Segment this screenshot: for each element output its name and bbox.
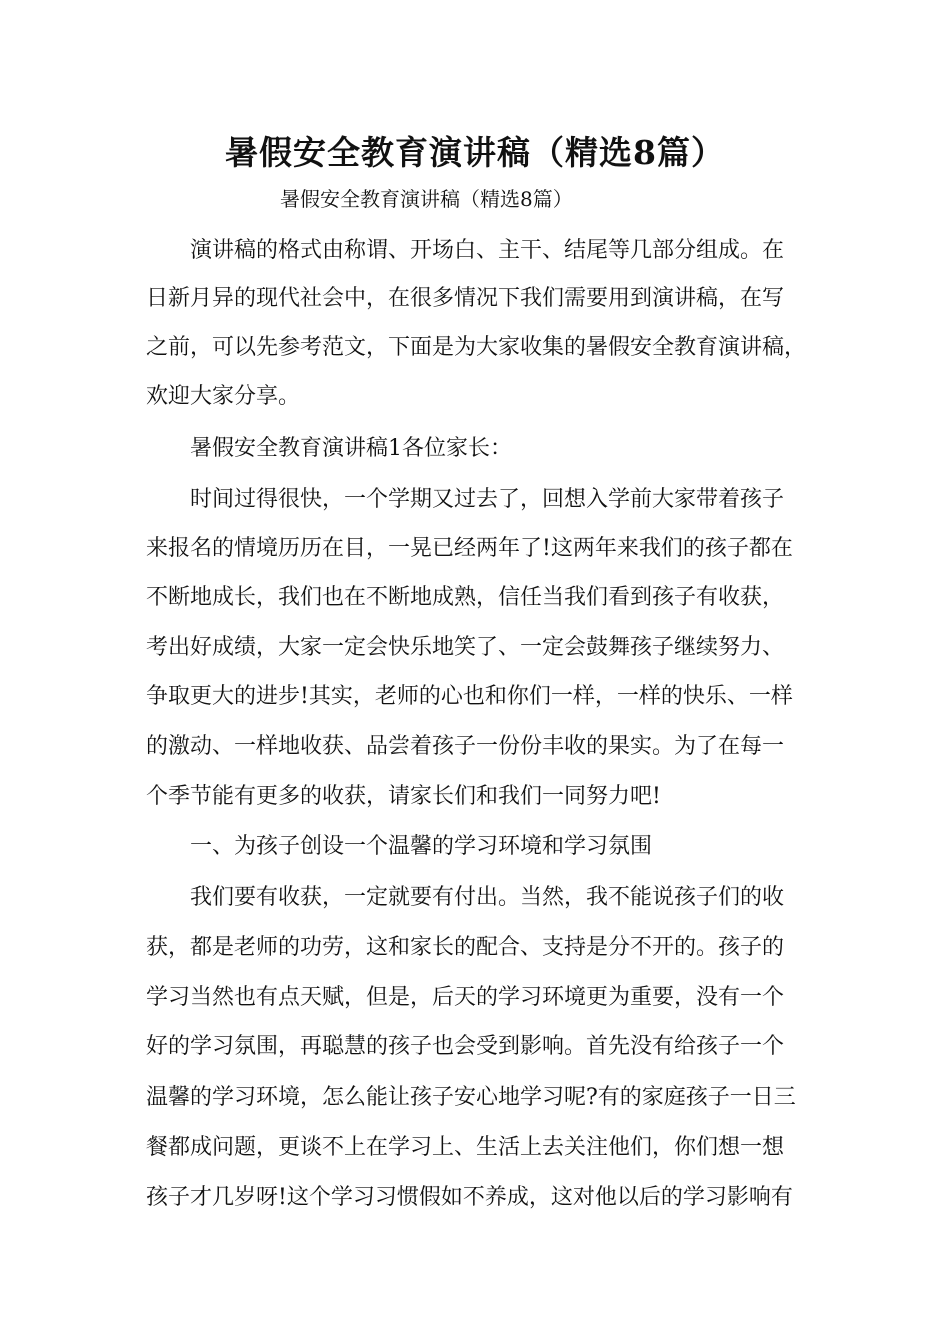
text-line: 时间过得很快，一个学期又过去了，回想入学前大家带着孩子	[190, 487, 785, 512]
text-line: 学习当然也有点天赋，但是，后天的学习环境更为重要，没有一个	[146, 985, 785, 1010]
text-line: 餐都成问题，更谈不上在学习上、生活上去关注他们，你们想一想	[146, 1135, 785, 1160]
text-line: 暑假安全教育演讲稿1各位家长：	[190, 436, 512, 461]
text-line: 不断地成长，我们也在不断地成熟，信任当我们看到孩子有收获，	[146, 585, 785, 610]
text-line: 孩子才几岁呀!这个学习习惯假如不养成，这对他以后的学习影响有	[146, 1185, 793, 1210]
text-line: 获，都是老师的功劳，这和家长的配合、支持是分不开的。孩子的	[146, 935, 785, 960]
text-line: 一、为孩子创设一个温馨的学习环境和学习氛围	[190, 834, 653, 859]
text-line: 好的学习氛围，再聪慧的孩子也会受到影响。首先没有给孩子一个	[146, 1034, 785, 1059]
text-line: 欢迎大家分享。	[146, 384, 301, 409]
text-line: 演讲稿的格式由称谓、开场白、主干、结尾等几部分组成。在	[190, 238, 785, 263]
text-line: 来报名的情境历历在目，一晃已经两年了!这两年来我们的孩子都在	[146, 536, 793, 561]
text-line: 个季节能有更多的收获，请家长们和我们一同努力吧!	[146, 784, 661, 809]
text-line: 的激动、一样地收获、品尝着孩子一份份丰收的果实。为了在每一	[146, 734, 785, 759]
text-line: 考出好成绩，大家一定会快乐地笑了、一定会鼓舞孩子继续努力、	[146, 635, 785, 660]
document-subtitle: 暑假安全教育演讲稿（精选8篇）	[280, 187, 573, 211]
document-title: 暑假安全教育演讲稿（精选8篇）	[225, 133, 725, 172]
text-line: 之前，可以先参考范文，下面是为大家收集的暑假安全教育演讲稿，	[146, 335, 807, 360]
text-line: 日新月异的现代社会中，在很多情况下我们需要用到演讲稿，在写	[146, 286, 785, 311]
text-line: 温馨的学习环境，怎么能让孩子安心地学习呢?有的家庭孩子一日三	[146, 1085, 796, 1110]
text-line: 我们要有收获，一定就要有付出。当然，我不能说孩子们的收	[190, 885, 785, 910]
text-line: 争取更大的进步!其实，老师的心也和你们一样，一样的快乐、一样	[146, 684, 793, 709]
